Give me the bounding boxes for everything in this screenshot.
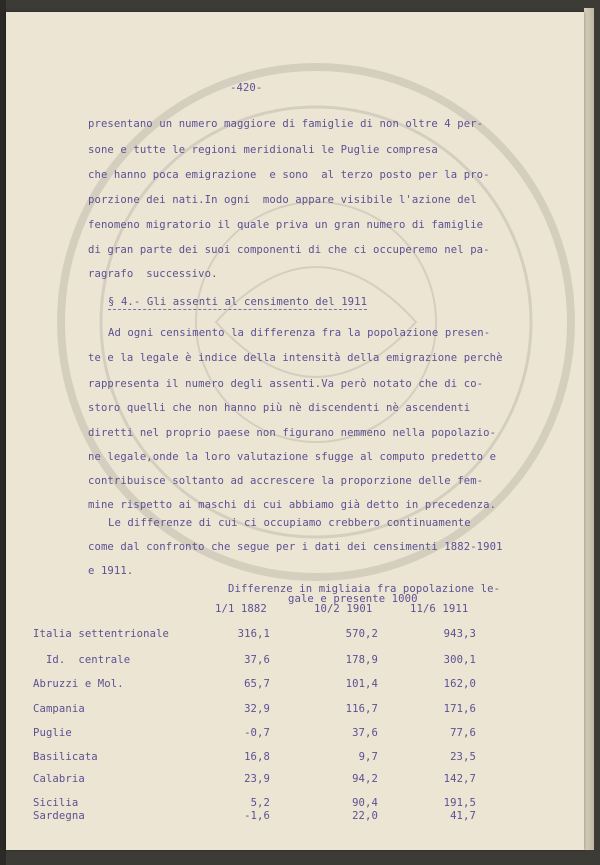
row-label: Sicilia [33,797,79,809]
row-label: Calabria [33,773,85,785]
cell-value: 77,6 [450,727,476,739]
cell-value: 5,2 [250,797,270,809]
paragraph-line: fenomeno migratorio il quale priva un gran numero di famiglie [88,219,484,231]
cell-value: 162,0 [443,678,476,690]
paragraph-line: contribuisce soltanto ad accrescere la proporzione delle fem- [88,475,484,487]
cell-value: 943,3 [443,628,476,640]
column-header: 11/6 1911 [410,603,469,615]
row-label: Basilicata [33,751,98,763]
paragraph-line: Le differenze di cui ci occupiamo crebbero continuamente [108,517,471,529]
paragraph-line: storo quelli che non hanno più nè discendenti nè ascendenti [88,402,471,414]
row-label: Id. centrale [33,654,131,666]
section-heading: § 4.- Gli assenti al censimento del 1911 [108,296,368,308]
column-header: 1/1 1882 [215,603,267,615]
cell-value: 178,9 [345,654,378,666]
cell-value: 171,6 [443,703,476,715]
paragraph-line: ragrafo successivo. [88,268,218,280]
paragraph-line: te e la legale è indice della intensità della emigrazione perchè [88,352,503,364]
cell-value: -0,7 [244,727,270,739]
cell-value: 65,7 [244,678,270,690]
cell-value: 32,9 [244,703,270,715]
cell-value: 41,7 [450,810,476,822]
row-label: Sardegna [33,810,85,822]
page-number: -420- [230,82,263,94]
column-header: 10/2 1901 [314,603,373,615]
cell-value: 94,2 [352,773,378,785]
cell-value: 37,6 [244,654,270,666]
paragraph-line: di gran parte dei suoi componenti di che ci occuperemo nel pa- [88,244,490,256]
paragraph-line: porzione dei nati.In ogni modo appare visibile l'azione del [88,194,477,206]
paragraph-line: presentano un numero maggiore di famiglie di non oltre 4 per- [88,118,484,130]
cell-value: 300,1 [443,654,476,666]
cell-value: 191,5 [443,797,476,809]
row-label: Campania [33,703,85,715]
paragraph-line: e 1911. [88,565,134,577]
cell-value: 90,4 [352,797,378,809]
paragraph-line: Ad ogni censimento la differenza fra la popolazione presen- [108,327,491,339]
paragraph-line: rappresenta il numero degli assenti.Va però notato che di co- [88,378,484,390]
cell-value: 9,7 [358,751,378,763]
row-label: Italia settentrionale [33,628,170,640]
paragraph-line: che hanno poca emigrazione e sono al terzo posto per la pro- [88,169,490,181]
cell-value: 570,2 [345,628,378,640]
paragraph-line: ne legale,onde la loro valutazione sfugge al computo predetto e [88,451,497,463]
cell-value: 22,0 [352,810,378,822]
row-label: Abruzzi e Mol. [33,678,124,690]
cell-value: 101,4 [345,678,378,690]
row-label: Puglie [33,727,72,739]
table-caption: Differenze in migliaia fra popolazione le- [228,583,501,595]
paragraph-line: diretti nel proprio paese non figurano nemmeno nella popolazio- [88,427,497,439]
cell-value: 116,7 [345,703,378,715]
cell-value: 316,1 [237,628,270,640]
cell-value: 23,9 [244,773,270,785]
page-stack-edge [584,8,594,850]
table-caption: gale e presente 1000 [288,593,418,605]
paragraph-line: mine rispetto ai maschi di cui abbiamo già detto in precedenza. [88,499,497,511]
cell-value: 37,6 [352,727,378,739]
paragraph-line: sone e tutte le regioni meridionali le Puglie compresa [88,144,438,156]
cell-value: 23,5 [450,751,476,763]
cell-value: 16,8 [244,751,270,763]
cell-value: 142,7 [443,773,476,785]
paragraph-line: come dal confronto che segue per i dati dei censimenti 1882-1901 [88,541,503,553]
cell-value: -1,6 [244,810,270,822]
